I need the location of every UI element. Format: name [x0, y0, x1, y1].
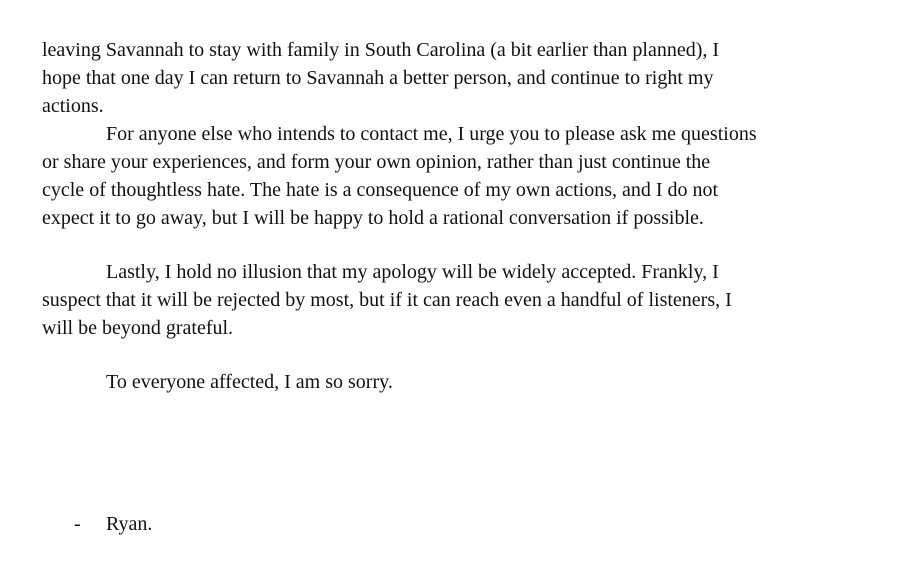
signature-dash: - — [74, 513, 81, 535]
signature-name: Ryan. — [106, 513, 153, 535]
paragraph-3-line-3: will be beyond grateful. — [42, 317, 234, 339]
paragraph-3-line-2: suspect that it will be rejected by most, but if it can reach even a handful of listeners, I — [42, 289, 732, 311]
paragraph-2-line-1: For anyone else who intends to contact me, I urge you to please ask me questions — [106, 123, 757, 145]
paragraph-1-line-3: actions. — [42, 95, 104, 117]
paragraph-2-line-4: expect it to go away, but I will be happy to hold a rational conversation if possible. — [42, 207, 704, 229]
paragraph-3-line-1: Lastly, I hold no illusion that my apology will be widely accepted. Frankly, I — [106, 261, 719, 283]
paragraph-2-line-3: cycle of thoughtless hate. The hate is a consequence of my own actions, and I do not — [42, 179, 719, 201]
paragraph-1-line-2: hope that one day I can return to Savannah a better person, and continue to right my — [42, 67, 714, 89]
paragraph-1-line-1: leaving Savannah to stay with family in South Carolina (a bit earlier than planned), I — [42, 39, 720, 61]
paragraph-4-line-1: To everyone affected, I am so sorry. — [106, 371, 393, 393]
paragraph-2-line-2: or share your experiences, and form your own opinion, rather than just continue the — [42, 151, 711, 173]
